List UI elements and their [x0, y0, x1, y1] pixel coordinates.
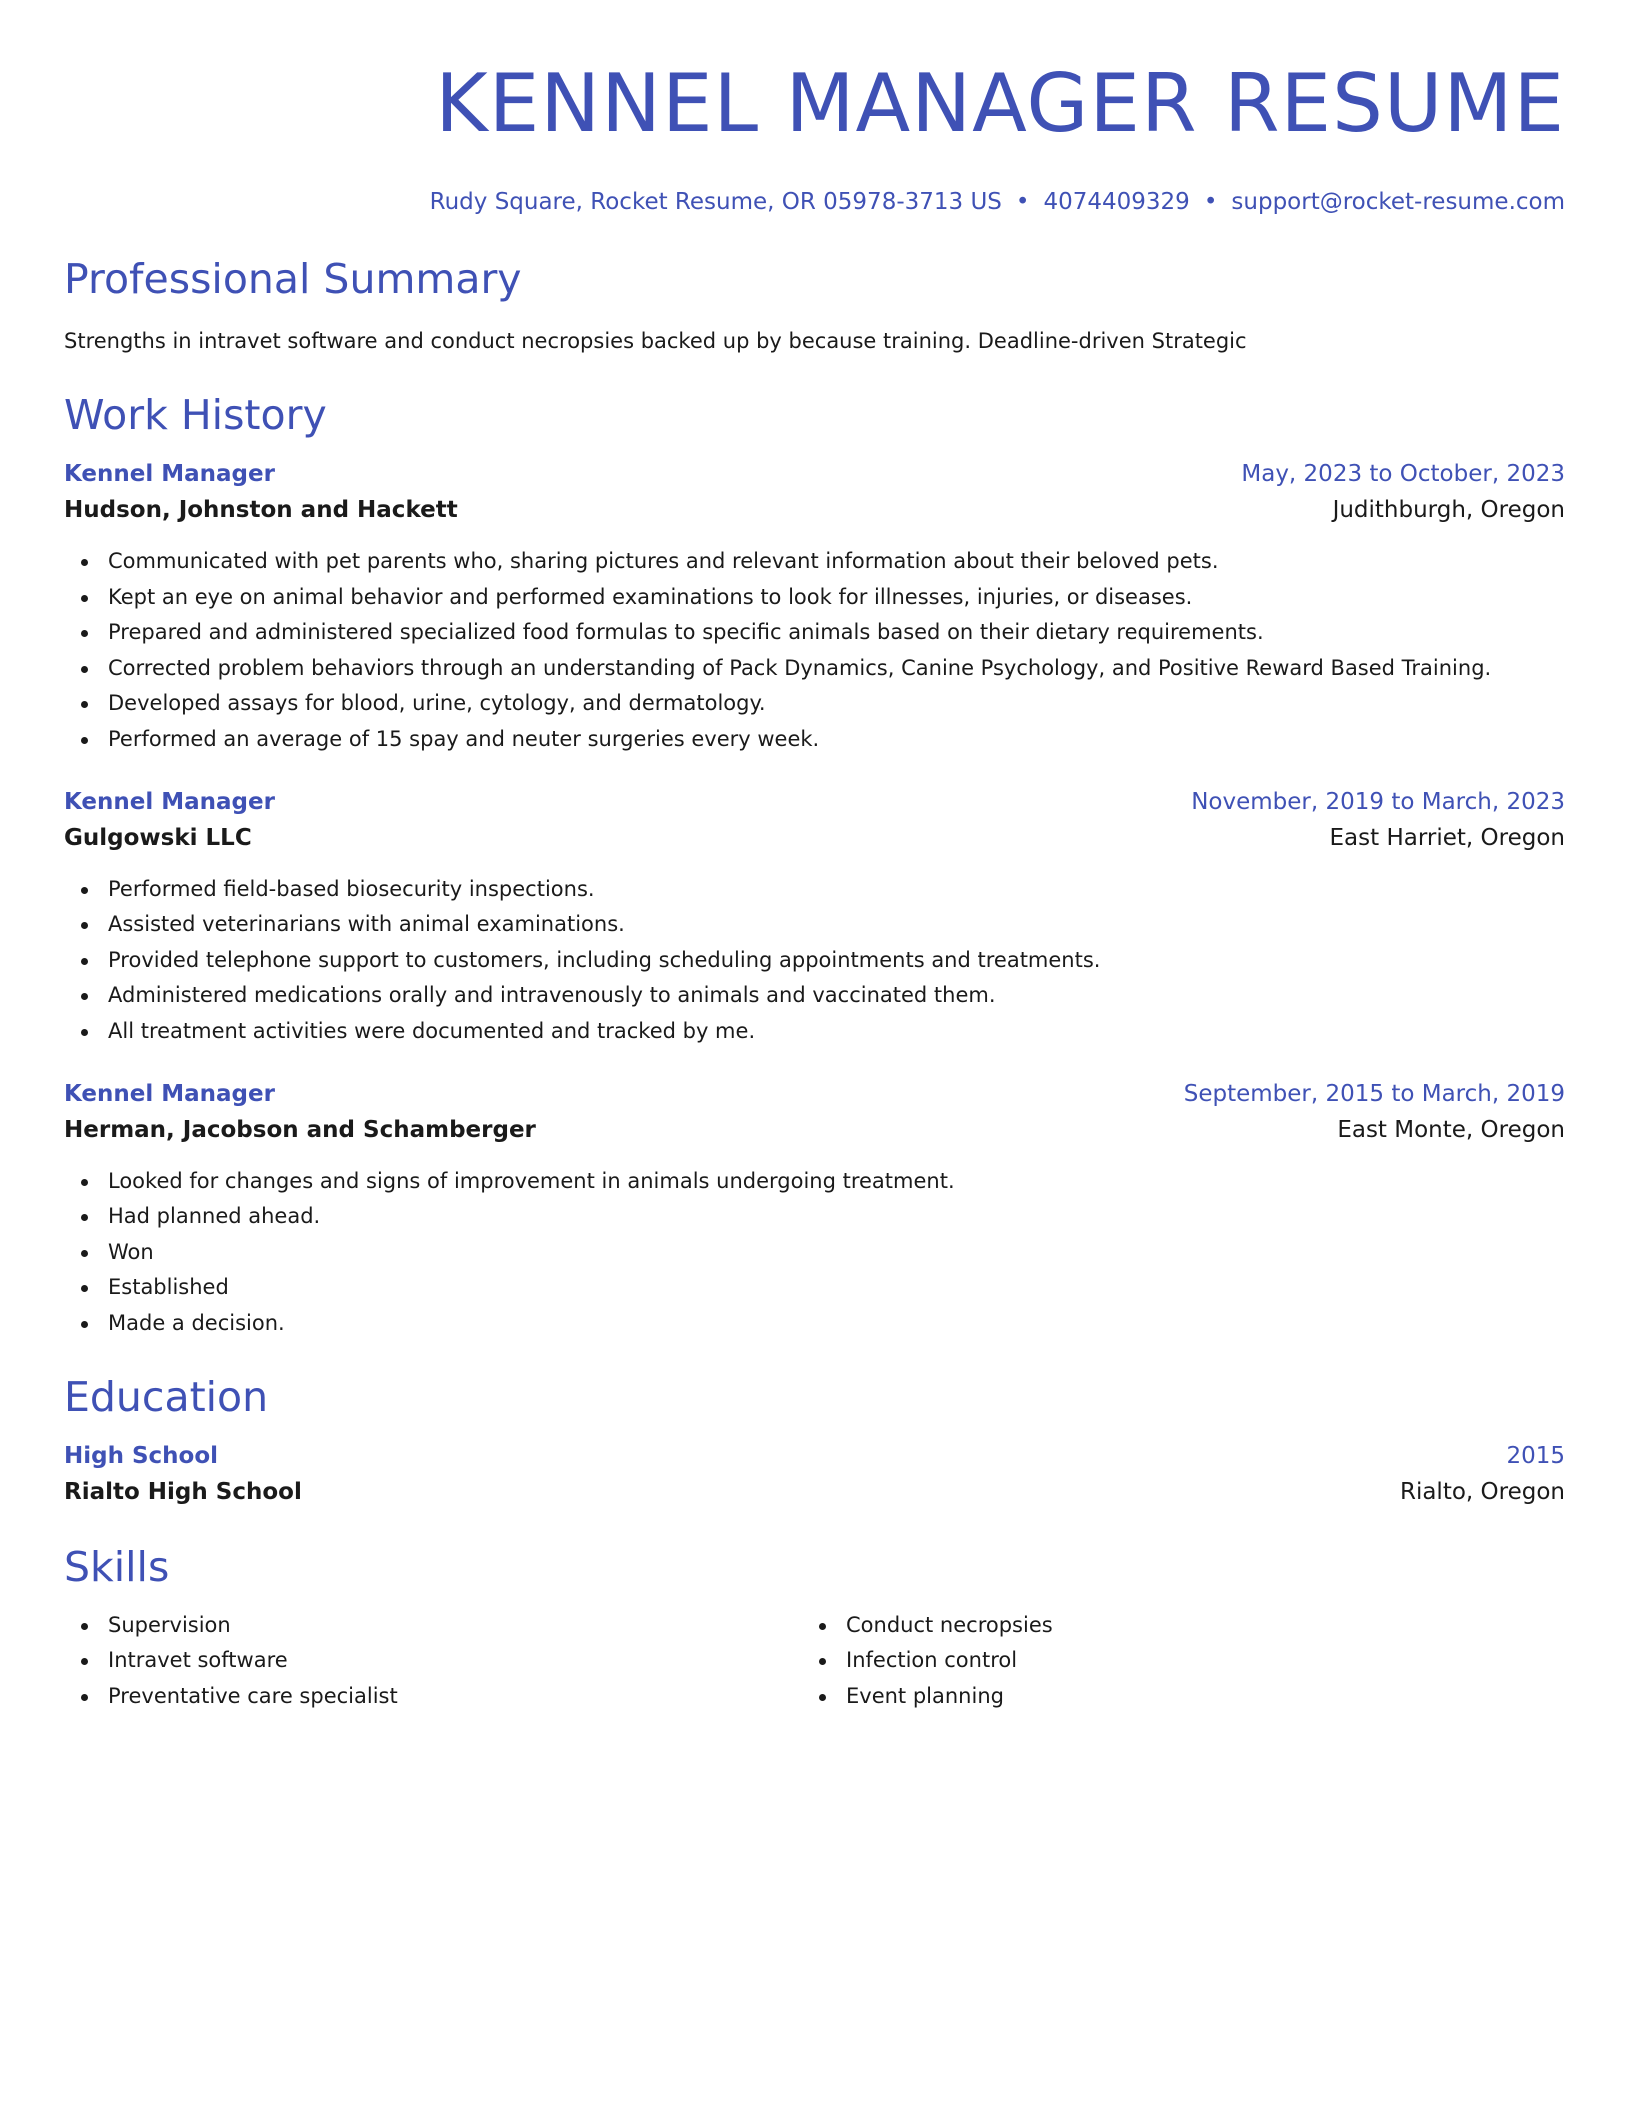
job-bullets — [64, 872, 1565, 1050]
contact-separator: • — [1203, 189, 1218, 215]
job-bullet: Established — [108, 1270, 1565, 1306]
job-entry — [64, 1076, 1565, 1342]
contact-phone: 4074409329 — [1043, 189, 1190, 215]
job-title: Kennel Manager — [64, 788, 275, 815]
job-entry — [64, 456, 1565, 758]
skills-column-right — [802, 1608, 1540, 1715]
contact-line — [64, 186, 1565, 218]
job-bullet: Assisted veterinarians with animal examinations. — [108, 907, 1565, 943]
job-company: Herman, Jacobson and Schamberger — [64, 1116, 536, 1143]
education-school: Rialto High School — [64, 1478, 302, 1505]
skill-item: Event planning — [846, 1679, 1540, 1715]
job-bullet: Performed field-based biosecurity inspections. — [108, 872, 1565, 908]
job-bullet: Made a decision. — [108, 1306, 1565, 1342]
job-bullet: Prepared and administered specialized food formulas to specific animals based on their dietary requirements. — [108, 615, 1565, 651]
job-company: Hudson, Johnston and Hackett — [64, 497, 458, 523]
skill-item: Preventative care specialist — [108, 1679, 802, 1715]
contact-separator: • — [1015, 189, 1030, 215]
job-bullet: Corrected problem behaviors through an understanding of Pack Dynamics, Canine Psychology, and Positive Reward Based Training. — [108, 651, 1565, 687]
skill-item: Conduct necropsies — [846, 1608, 1540, 1644]
education-entry — [64, 1438, 1565, 1510]
summary-text: Strengths in intravet software and conduct necropsies backed up by because training. Deadline-driven Strategic — [64, 329, 1247, 353]
resume-title: KENNEL MANAGER RESUME — [435, 57, 1565, 150]
job-bullets — [64, 1164, 1565, 1342]
job-bullet: Looked for changes and signs of improvement in animals undergoing treatment. — [108, 1164, 1565, 1200]
skill-item: Infection control — [846, 1643, 1540, 1679]
job-bullet: All treatment activities were documented and tracked by me. — [108, 1014, 1565, 1050]
contact-email: support@rocket-resume.com — [1231, 189, 1565, 215]
job-location: East Monte, Oregon — [1337, 1116, 1565, 1143]
job-bullet: Had planned ahead. — [108, 1199, 1565, 1235]
education-degree: High School — [64, 1442, 219, 1469]
job-entry — [64, 784, 1565, 1050]
job-title: Kennel Manager — [64, 1080, 275, 1107]
job-bullet: Provided telephone support to customers, including scheduling appointments and treatments. — [108, 943, 1565, 979]
skills-heading: Skills — [64, 1542, 170, 1591]
skill-item: Supervision — [108, 1608, 802, 1644]
job-location: East Harriet, Oregon — [1329, 824, 1565, 851]
job-bullet: Won — [108, 1235, 1565, 1271]
job-company: Gulgowski LLC — [64, 824, 252, 851]
job-dates: May, 2023 to October, 2023 — [1241, 461, 1565, 487]
job-location: Judithburgh, Oregon — [1332, 497, 1565, 523]
contact-address: Rudy Square, Rocket Resume, OR 05978-3713 US — [429, 189, 1002, 215]
education-heading: Education — [64, 1372, 269, 1421]
job-bullet: Kept an eye on animal behavior and performed examinations to look for illnesses, injuries, or diseases. — [108, 580, 1565, 616]
job-bullet: Communicated with pet parents who, sharing pictures and relevant information about their beloved pets. — [108, 544, 1565, 580]
job-bullet: Developed assays for blood, urine, cytology, and dermatology. — [108, 686, 1565, 722]
job-title: Kennel Manager — [64, 461, 275, 487]
skill-item: Intravet software — [108, 1643, 802, 1679]
resume-page — [64, 0, 1565, 1714]
skills-column-left — [64, 1608, 802, 1715]
work-history-heading: Work History — [64, 391, 327, 439]
summary-heading: Professional Summary — [64, 255, 522, 303]
job-bullet: Administered medications orally and intravenously to animals and vaccinated them. — [108, 978, 1565, 1014]
education-year: 2015 — [1506, 1442, 1565, 1469]
job-dates: September, 2015 to March, 2019 — [1183, 1080, 1565, 1107]
job-bullet: Performed an average of 15 spay and neuter surgeries every week. — [108, 722, 1565, 758]
job-dates: November, 2019 to March, 2023 — [1191, 788, 1565, 815]
job-bullets — [64, 544, 1565, 758]
skills-list — [64, 1608, 1565, 1715]
education-location: Rialto, Oregon — [1399, 1478, 1565, 1505]
